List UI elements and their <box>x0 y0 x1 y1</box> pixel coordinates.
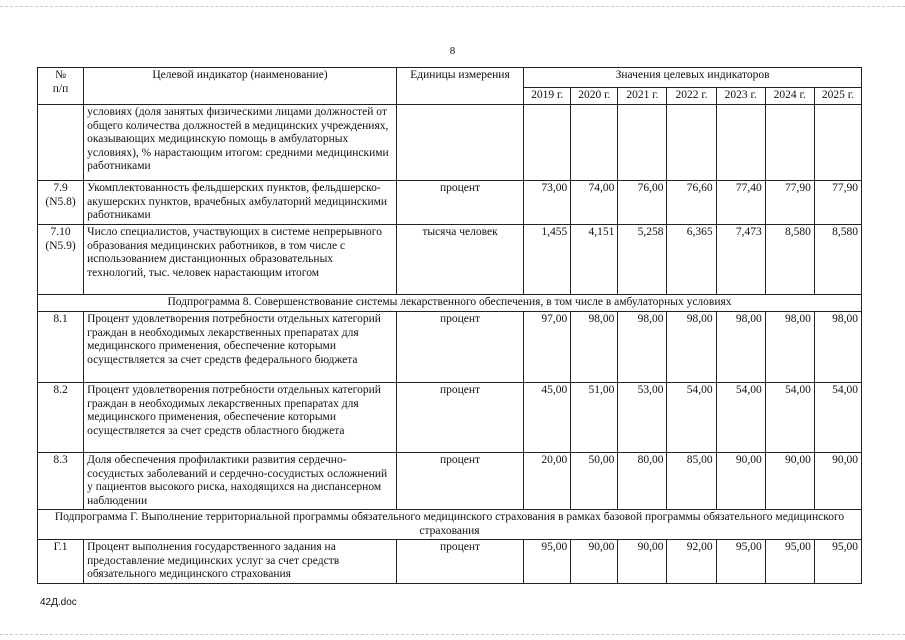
subprogram-g <box>38 510 862 540</box>
unit: тысяча человек <box>396 225 523 295</box>
subprogram-8-title: Подпрограмма 8. Совершенствование системы лекарственного обеспечения, в том числе в амбулаторных условиях <box>38 295 862 312</box>
indicator-value: 97,00 <box>524 312 571 383</box>
indicators-table <box>37 67 862 584</box>
indicator-value <box>765 105 814 181</box>
row-number <box>38 105 84 181</box>
indicator-name: условиях (доля занятых физическими лицами должностей от общего количества должностей в медицинских учреждениях, оказывающих медицинскую помощь в амбулаторных условиях), % нарастающим итогом: средними медицинскими работниками <box>84 105 397 181</box>
indicator-value <box>618 105 667 181</box>
unit <box>396 105 523 181</box>
indicator-value: 95,00 <box>814 540 861 584</box>
scan-edge-top <box>0 6 905 7</box>
table-body-section-g <box>38 540 862 584</box>
row-number: 7.9 (N5.8) <box>38 181 84 225</box>
indicator-value: 90,00 <box>571 540 618 584</box>
row-number: 8.3 <box>38 453 84 510</box>
indicator-name: Процент выполнения государственного задания на предоставление медицинских услуг за счет средств обязательного медицинского страхования <box>84 540 397 584</box>
table-row <box>38 181 862 225</box>
header-indicator: Целевой индикатор (наименование) <box>84 68 397 105</box>
indicator-value: 77,40 <box>716 181 765 225</box>
row-number: 8.2 <box>38 383 84 453</box>
indicator-value: 98,00 <box>667 312 716 383</box>
subprogram-8 <box>38 295 862 312</box>
indicator-value: 92,00 <box>667 540 716 584</box>
indicator-value: 50,00 <box>571 453 618 510</box>
indicator-value: 73,00 <box>524 181 571 225</box>
indicator-value: 8,580 <box>814 225 861 295</box>
row-number: 7.10 (N5.9) <box>38 225 84 295</box>
header-year: 2025 г. <box>814 88 861 105</box>
table-row <box>38 453 862 510</box>
indicator-value: 54,00 <box>814 383 861 453</box>
table-body-section-8 <box>38 312 862 510</box>
indicator-value: 90,00 <box>716 453 765 510</box>
indicator-value <box>524 105 571 181</box>
indicator-value: 95,00 <box>765 540 814 584</box>
indicator-name: Число специалистов, участвующих в системе непрерывного образования медицинских работников, в том числе с использованием дистанционных образовательных технологий, тыс. человек нарастающим итогом <box>84 225 397 295</box>
subprogram-g-title: Подпрограмма Г. Выполнение территориальной программы обязательного медицинского страхования в рамках базовой программы обязательного медицинского страхования <box>38 510 862 540</box>
row-number: Г.1 <box>38 540 84 584</box>
header-year: 2024 г. <box>765 88 814 105</box>
table-row <box>38 383 862 453</box>
indicator-value: 1,455 <box>524 225 571 295</box>
unit: процент <box>396 312 523 383</box>
indicator-name: Укомплектованность фельдшерских пунктов, фельдшерско-акушерских пунктов, врачебных амбулаторий медицинскими работниками <box>84 181 397 225</box>
indicator-value: 98,00 <box>618 312 667 383</box>
indicator-value: 98,00 <box>716 312 765 383</box>
indicator-value: 7,473 <box>716 225 765 295</box>
indicator-value <box>667 105 716 181</box>
indicator-value: 51,00 <box>571 383 618 453</box>
table-row <box>38 225 862 295</box>
table-header <box>38 68 862 105</box>
indicator-value: 76,00 <box>618 181 667 225</box>
header-year: 2021 г. <box>618 88 667 105</box>
indicator-value <box>716 105 765 181</box>
unit: процент <box>396 453 523 510</box>
indicator-name: Процент удовлетворения потребности отдельных категорий граждан в необходимых лекарственных препаратах для медицинского применения, обеспечение которыми осуществляется за счет средств федерального бюджета <box>84 312 397 383</box>
header-num: № п/п <box>38 68 84 105</box>
table-row <box>38 105 862 181</box>
indicator-value: 53,00 <box>618 383 667 453</box>
indicator-value: 6,365 <box>667 225 716 295</box>
indicator-value: 98,00 <box>814 312 861 383</box>
scan-edge-bottom <box>0 634 905 635</box>
indicator-value: 4,151 <box>571 225 618 295</box>
indicator-value <box>814 105 861 181</box>
indicator-name: Доля обеспечения профилактики развития сердечно-сосудистых заболеваний и сердечно-сосудистых осложнений у пациентов высокого риска, находящихся на диспансерном наблюдении <box>84 453 397 510</box>
indicator-name: Процент удовлетворения потребности отдельных категорий граждан в необходимых лекарственных препаратах для медицинского применения, обеспечение которыми осуществляется за счет средств областного бюджета <box>84 383 397 453</box>
file-name-footer: 42Д.doc <box>40 597 77 608</box>
header-year: 2020 г. <box>571 88 618 105</box>
indicator-value: 80,00 <box>618 453 667 510</box>
indicator-value: 90,00 <box>765 453 814 510</box>
header-year: 2023 г. <box>716 88 765 105</box>
indicator-value: 85,00 <box>667 453 716 510</box>
row-number: 8.1 <box>38 312 84 383</box>
table-body-section-7 <box>38 105 862 295</box>
indicator-value: 77,90 <box>814 181 861 225</box>
indicator-value: 8,580 <box>765 225 814 295</box>
unit: процент <box>396 540 523 584</box>
indicator-value: 45,00 <box>524 383 571 453</box>
header-values-title: Значения целевых индикаторов <box>524 68 862 88</box>
header-units: Единицы измерения <box>396 68 523 105</box>
indicator-value: 98,00 <box>765 312 814 383</box>
indicator-value <box>571 105 618 181</box>
header-year: 2022 г. <box>667 88 716 105</box>
unit: процент <box>396 383 523 453</box>
indicator-value: 98,00 <box>571 312 618 383</box>
header-year: 2019 г. <box>524 88 571 105</box>
indicator-value: 76,60 <box>667 181 716 225</box>
indicator-value: 5,258 <box>618 225 667 295</box>
table-row <box>38 312 862 383</box>
indicator-value: 20,00 <box>524 453 571 510</box>
indicator-value: 77,90 <box>765 181 814 225</box>
indicator-value: 54,00 <box>667 383 716 453</box>
indicator-value: 95,00 <box>716 540 765 584</box>
page-number: 8 <box>449 45 456 57</box>
indicator-value: 90,00 <box>618 540 667 584</box>
indicator-value: 95,00 <box>524 540 571 584</box>
table-row <box>38 540 862 584</box>
indicator-value: 90,00 <box>814 453 861 510</box>
indicator-value: 54,00 <box>765 383 814 453</box>
indicator-value: 74,00 <box>571 181 618 225</box>
indicator-value: 54,00 <box>716 383 765 453</box>
unit: процент <box>396 181 523 225</box>
